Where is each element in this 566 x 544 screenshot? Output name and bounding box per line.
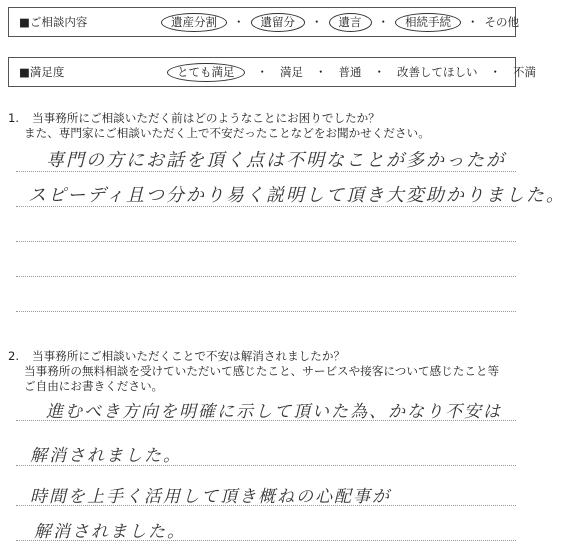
- q1-handwritten-answer-line: スピーディ且つ分かり易く説明して頂き大変助かりました。: [28, 185, 566, 206]
- satisfaction-option-dissatisfied[interactable]: 不満: [513, 65, 536, 79]
- consultation-option-estate-division[interactable]: 遺産分割: [161, 13, 227, 32]
- consultation-option-other[interactable]: その他: [484, 15, 519, 29]
- question-2: [8, 349, 518, 394]
- ruled-line: [16, 241, 516, 242]
- separator: ・: [315, 65, 327, 79]
- q2-handwritten-answer-line: 解消されました。: [30, 446, 182, 466]
- q2-handwritten-answer-line: 時間を上手く活用して頂き概ねの心配事が: [30, 487, 391, 507]
- consultation-row: [8, 7, 519, 37]
- q2-handwritten-answer-line: 進むべき方向を明確に示して頂いた為、かなり不安は: [46, 402, 502, 422]
- question-1-line: また、専門家にご相談いただく上で不安だったことなどをお聞かせください。: [24, 126, 430, 140]
- question-1-number: 1.: [8, 111, 20, 125]
- separator: ・: [373, 65, 385, 79]
- separator: ・: [467, 15, 479, 29]
- question-2-line: ご自由にお書きください。: [24, 379, 164, 393]
- satisfaction-label: ■満足度: [19, 65, 65, 79]
- separator: ・: [233, 15, 245, 29]
- question-2-line: 当事務所の無料相談を受けていただいて感じたこと、サービスや接客について感じたこと等: [24, 364, 500, 378]
- satisfaction-options: [167, 58, 536, 86]
- separator: ・: [489, 65, 501, 79]
- consultation-option-will[interactable]: 遺言: [329, 13, 372, 32]
- separator: ・: [377, 15, 389, 29]
- question-1-line: 当事務所にご相談いただく前はどのようなことにお困りでしたか？: [32, 111, 380, 125]
- satisfaction-option-very-satisfied[interactable]: とても満足: [167, 63, 245, 82]
- q1-handwritten-answer-line: 専門の方にお話を頂く点は不明なことが多かったが: [46, 150, 506, 171]
- consultation-options: [161, 8, 519, 36]
- question-2-line: 当事務所にご相談いただくことで不安は解消されましたか？: [32, 349, 346, 363]
- ruled-line: [16, 276, 516, 277]
- satisfaction-option-normal[interactable]: 普通: [338, 65, 362, 79]
- satisfaction-option-satisfied[interactable]: 満足: [280, 65, 303, 79]
- separator: ・: [256, 65, 268, 79]
- ruled-line: [16, 311, 516, 312]
- satisfaction-option-needs-improvement[interactable]: 改善してほしい: [397, 65, 478, 79]
- question-1: [8, 111, 518, 141]
- q2-handwritten-answer-line: 解消されました。: [34, 522, 186, 542]
- consultation-label: ■ご相談内容: [19, 15, 88, 29]
- consultation-option-legal-portion[interactable]: 遺留分: [251, 13, 306, 32]
- question-2-number: 2.: [8, 349, 20, 363]
- satisfaction-row: [8, 57, 536, 87]
- consultation-option-inheritance-procedures[interactable]: 相続手続: [395, 13, 461, 32]
- separator: ・: [311, 15, 323, 29]
